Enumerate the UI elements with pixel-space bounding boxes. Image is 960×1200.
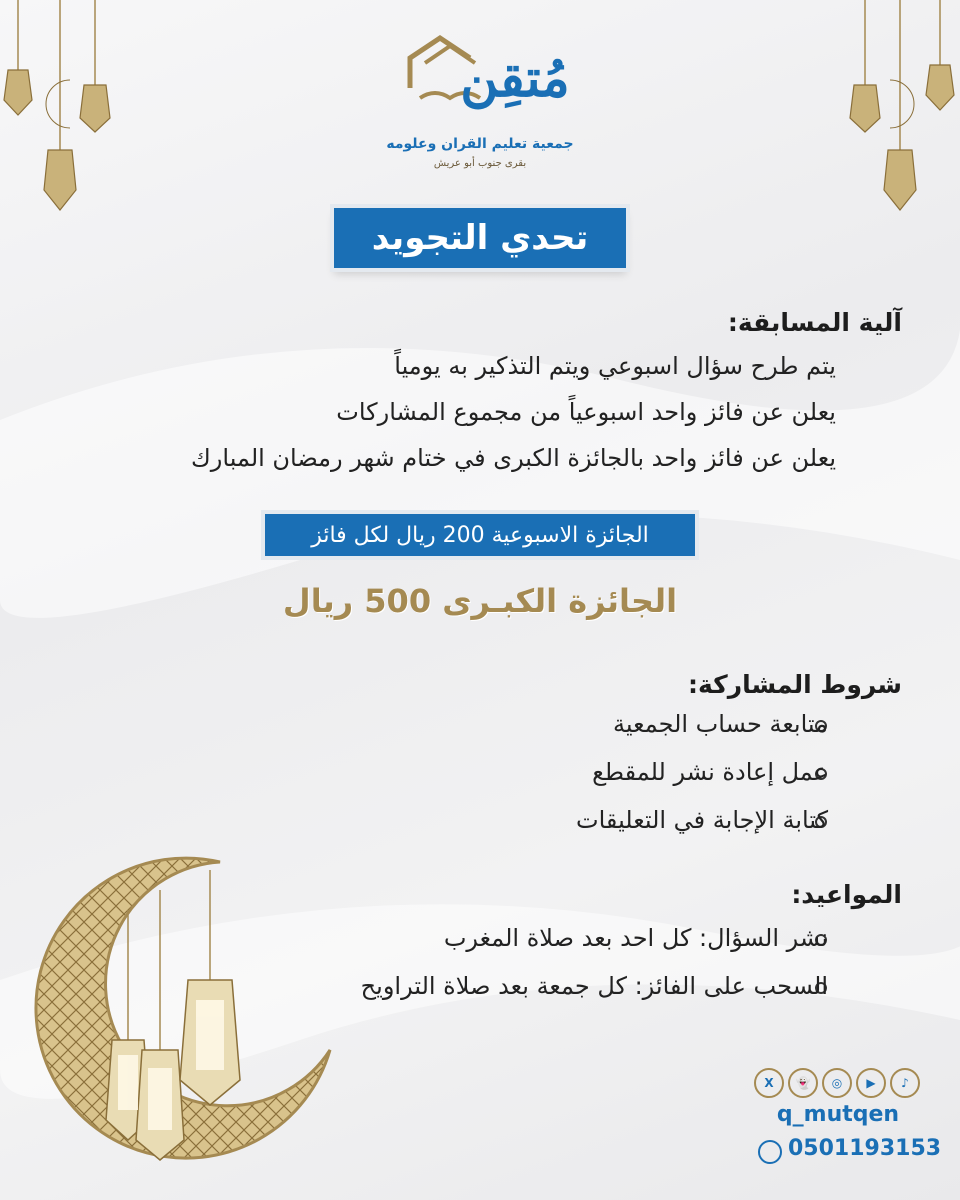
schedule-item: السحب على الفائز: كل جمعة بعد صلاة التراويح: [360, 972, 828, 1000]
association-logo: [380, 28, 580, 178]
whatsapp-icon: [758, 1140, 782, 1164]
x-icon[interactable]: X: [754, 1068, 784, 1098]
mechanism-line: يعلن عن فائز واحد اسبوعياً من مجموع المشاركات: [336, 398, 836, 426]
mechanism-line: يتم طرح سؤال اسبوعي ويتم التذكير به يومياً: [394, 352, 836, 380]
condition-item: متابعة حساب الجمعية: [613, 710, 828, 738]
mechanism-line: يعلن عن فائز واحد بالجائزة الكبرى في ختام شهر رمضان المبارك: [191, 444, 836, 472]
schedule-heading: المواعيد:: [791, 880, 902, 909]
mechanism-heading: آلية المسابقة:: [727, 308, 902, 337]
social-handle[interactable]: q_mutqen: [776, 1102, 900, 1127]
hanging-lanterns-left: [0, 0, 120, 230]
contact-block: [748, 1068, 942, 1188]
snapchat-icon[interactable]: 👻: [788, 1068, 818, 1098]
page-title: تحدي التجويد: [371, 218, 589, 258]
hanging-lanterns-right: [840, 0, 960, 230]
schedule-item: نشر السؤال: كل احد بعد صلاة المغرب: [443, 924, 828, 952]
page-title-box: [334, 208, 626, 268]
tiktok-icon[interactable]: ♪: [890, 1068, 920, 1098]
logo-name: جمعية تعليم القران وعلومه: [386, 136, 574, 152]
crescent-moon-lanterns: [20, 850, 350, 1180]
weekly-prize-text: الجائزة الاسبوعية 200 ريال لكل فائز: [311, 522, 649, 548]
condition-item: كتابة الإجابة في التعليقات: [576, 806, 828, 834]
logo-subtitle: بقرى جنوب أبو عريش: [433, 158, 527, 169]
phone-number: 0501193153: [788, 1136, 942, 1161]
instagram-icon[interactable]: ◎: [822, 1068, 852, 1098]
condition-item: عمل إعادة نشر للمقطع: [592, 758, 828, 786]
youtube-icon[interactable]: ▶: [856, 1068, 886, 1098]
weekly-prize-banner: [265, 514, 695, 556]
grand-prize-text: الجائزة الكبـرى 500 ريال: [282, 582, 678, 620]
conditions-heading: شروط المشاركة:: [688, 670, 902, 699]
logo-wordmark: مُتقِن: [460, 48, 570, 109]
